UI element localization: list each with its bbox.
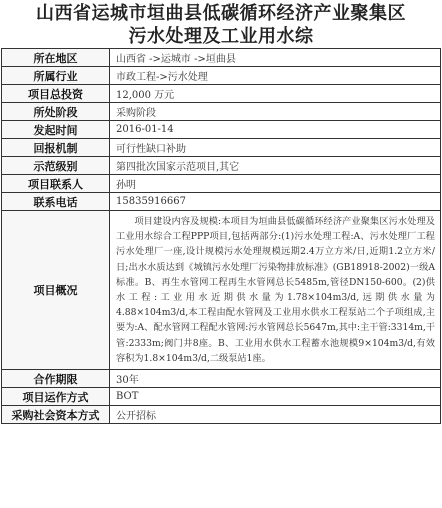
- row-value: 市政工程->污水处理: [110, 67, 441, 85]
- row-value: 2016-01-14: [110, 121, 441, 139]
- table-row: [2, 49, 441, 67]
- project-overview-text: 项目建设内容及规模:本项目为垣曲县低碳循环经济产业聚集区污水处理及工业用水综合工程PPP项目,包括两部分:(1)污水处理工程:A、污水处理厂工程污水处理厂一座,设计规模污水处理规模远期2.4万立方米/日,近期1.2立方米/日;出水水质达到《城镇污水处理厂污染物排放标准》(GB18918-2002)一级A标准。B、再生水管网工程再生水管网总长5485m,管径DN150-600。(2)供水工程:工业用水近期供水量为1.78×104m3/d,远期供水量为4.88×104m3/d,本工程由配水管网及工业用水供水工程泵站二个子项组成,主要为:A、配水管网工程配水管网:污水管网总长5647m,其中:主干管:3314m,干管:2333m;阀门井8座。B、工业用水供水工程蓄水池规模9×104m3/d,有效容积为1.8×104m3/d,二级泵站1座。: [110, 211, 441, 370]
- row-label: 合作期限: [2, 370, 110, 388]
- row-label: 示范级别: [2, 157, 110, 175]
- row-value: 孙明: [110, 175, 441, 193]
- project-info-table: [1, 48, 441, 424]
- table-row: [2, 370, 441, 388]
- row-label: 采购社会资本方式: [2, 406, 110, 424]
- title-line-1: 山西省运城市垣曲县低碳循环经济产业聚集区: [36, 3, 406, 24]
- row-value: 山西省 ->运城市 ->垣曲县: [110, 49, 441, 67]
- row-value: 12,000 万元: [110, 85, 441, 103]
- title-line-2: 污水处理及工业用水综: [128, 26, 314, 47]
- row-value: BOT: [110, 388, 441, 406]
- row-label: 项目概况: [2, 211, 110, 370]
- row-label: 项目总投资: [2, 85, 110, 103]
- row-value: 采购阶段: [110, 103, 441, 121]
- table-row: [2, 388, 441, 406]
- row-label: 所在地区: [2, 49, 110, 67]
- row-label: 回报机制: [2, 139, 110, 157]
- row-label: 项目联系人: [2, 175, 110, 193]
- row-value: 15835916667: [110, 193, 441, 211]
- row-label: 发起时间: [2, 121, 110, 139]
- table-row: [2, 175, 441, 193]
- row-label: 项目运作方式: [2, 388, 110, 406]
- table-row: [2, 406, 441, 424]
- row-value: 可行性缺口补助: [110, 139, 441, 157]
- row-label: 联系电话: [2, 193, 110, 211]
- page-title: [0, 0, 442, 48]
- table-row: [2, 193, 441, 211]
- row-value: 30年: [110, 370, 441, 388]
- table-row: [2, 121, 441, 139]
- row-value: 公开招标: [110, 406, 441, 424]
- table-row: [2, 103, 441, 121]
- table-row: [2, 67, 441, 85]
- row-value: 第四批次国家示范项目,其它: [110, 157, 441, 175]
- row-label: 所属行业: [2, 67, 110, 85]
- table-row: [2, 139, 441, 157]
- table-row: [2, 157, 441, 175]
- table-row: [2, 85, 441, 103]
- row-label: 所处阶段: [2, 103, 110, 121]
- table-row-overview: [2, 211, 441, 370]
